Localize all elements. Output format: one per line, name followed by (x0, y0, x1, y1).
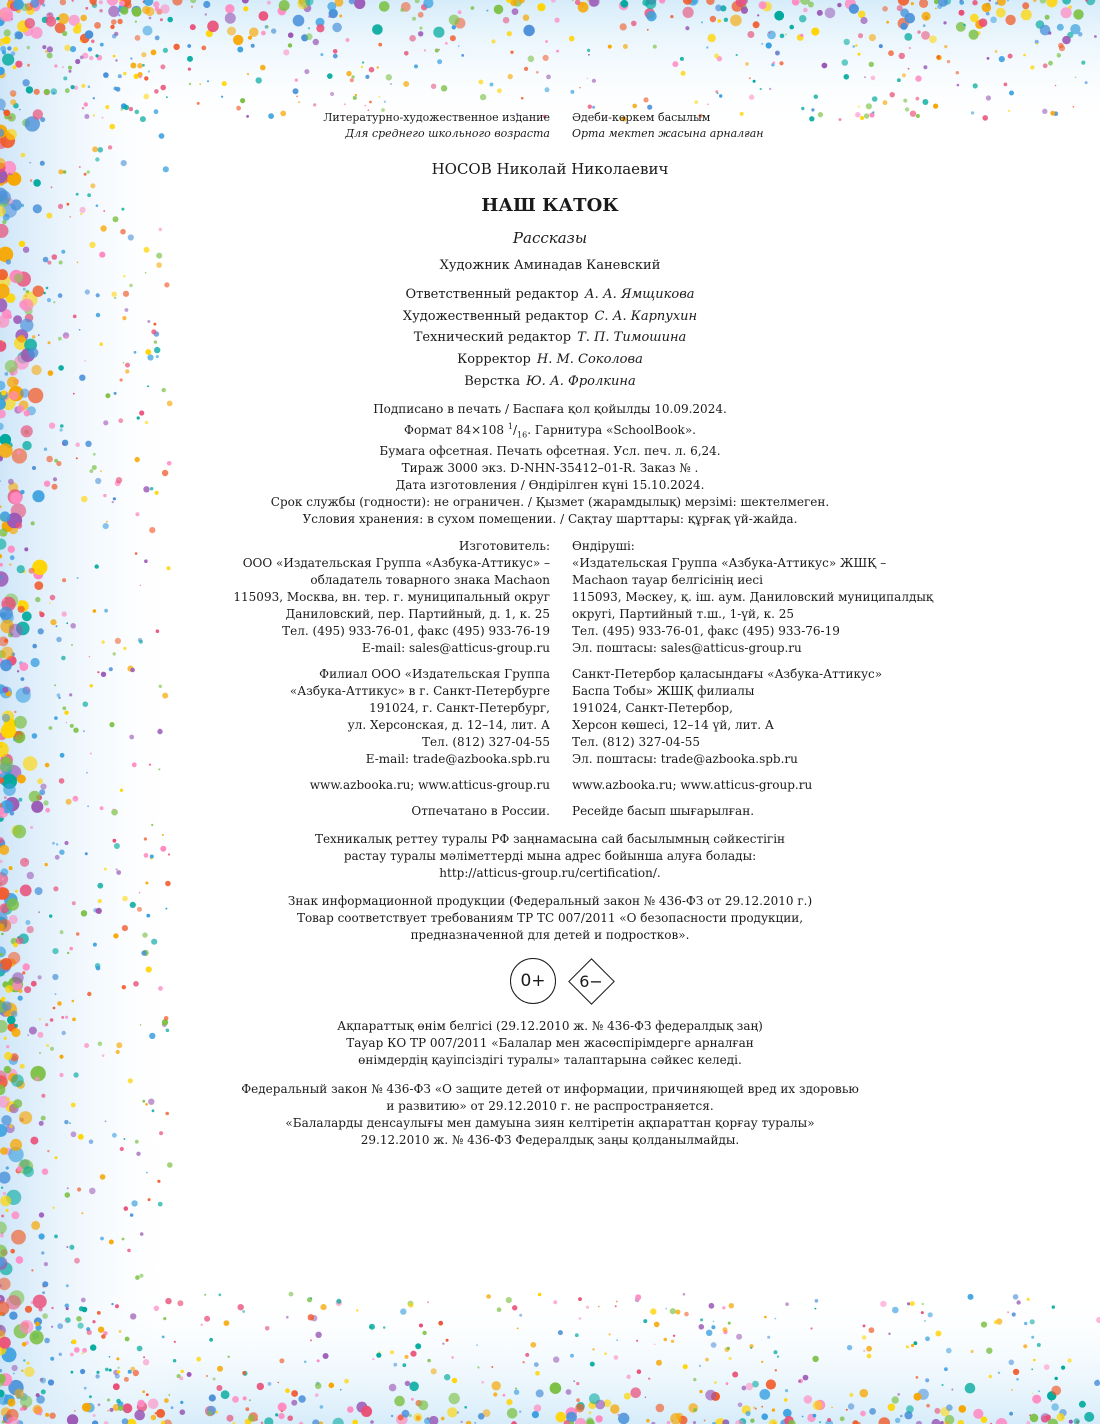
info-mark-kz-line: Ақпараттық өнім белгісі (29.12.2010 ж. № 436-ФЗ федералдық заң) (337, 1019, 763, 1033)
info-mark-ru (0, 893, 1100, 944)
credit-line (0, 284, 1100, 306)
format-numerator: 1 (507, 422, 513, 431)
credit-person: С. А. Карпухин (594, 308, 698, 324)
paper-line: Бумага офсетная. Печать офсетная. Усл. печ. л. 6,24. (379, 444, 721, 459)
age-group-kz: Орта мектеп жасына арналған (572, 127, 764, 140)
manufacturer-ru-line: обладатель товарного знака Machaon (310, 573, 550, 587)
age-rating-diamond-label: 6− (579, 971, 603, 991)
certification-line: http://atticus-group.ru/certification/. (439, 866, 661, 880)
format-suffix: . Гарнитура «SchoolBook». (527, 423, 696, 437)
manufacture-date: Дата изготовления / Өндірілген күні 15.10.2024. (395, 478, 705, 493)
manufacturer-ru-line: Даниловский, пер. Партийный, д. 1, к. 25 (285, 607, 550, 621)
manufacturer-ru (233, 538, 550, 657)
federal-law-line: Федеральный закон № 436-ФЗ «О защите детей от информации, причиняющей вред их здоровью (241, 1082, 859, 1096)
branch-kz-line: Херсон көшесі, 12–14 үй, лит. А (572, 718, 774, 732)
illustrator: Художник Аминадав Каневский (439, 258, 661, 273)
credit-line (0, 327, 1100, 349)
book-subtitle: Рассказы (512, 229, 588, 247)
credit-person: А. А. Ямщикова (584, 287, 695, 302)
manufacturer-ru-line: Изготовитель: (458, 539, 550, 553)
manufacturer-kz-line: 115093, Мәскеу, қ. іш. аум. Даниловский муниципалдық (572, 590, 934, 604)
book-title: НАШ КАТОК (481, 195, 619, 216)
manufacturer-ru-line: E-mail: sales@atticus-group.ru (361, 641, 550, 655)
age-rating-badges (510, 956, 614, 1006)
service-life: Срок службы (годности): не ограничен. / Қызмет (жарамдылық) мерзімі: шектелмеген. (270, 495, 830, 510)
manufacturer-kz-line: «Издательская Группа «Азбука-Аттикус» ЖШҚ – (572, 556, 887, 570)
manufacturer-kz-line: Эл. поштасы: sales@atticus-group.ru (572, 641, 802, 655)
age-rating-circle: 0+ (510, 958, 556, 1004)
manufacturer-kz-line: Machaon тауар белгісінің иесі (572, 573, 763, 587)
edition-type-ru (323, 110, 550, 142)
print-run: Тираж 3000 экз. D-NHN-35412–01-R. Заказ № . (401, 461, 699, 476)
branch-ru-line: ул. Херсонская, д. 12–14, лит. А (347, 718, 550, 732)
federal-law-line: и развитию» от 29.12.2010 г. не распространяется. (386, 1099, 714, 1113)
edition-type-kz (572, 110, 764, 142)
branch-ru (290, 666, 550, 768)
branch-kz-line: Санкт-Петербор қаласындағы «Азбука-Аттикус» (572, 667, 883, 681)
credit-line (0, 306, 1100, 328)
branch-kz-line: Баспа Тобы» ЖШҚ филиалы (572, 684, 755, 698)
format-separator: / (512, 423, 518, 437)
manufacturer-ru-line: ООО «Издательская Группа «Азбука-Аттикус» – (242, 556, 550, 570)
branch-ru-line: Филиал ООО «Издательская Группа (319, 667, 550, 681)
author-name: НОСОВ Николай Николаевич (431, 160, 669, 178)
credit-role: Технический редактор (413, 330, 572, 346)
edition-type-ru-text: Литературно-художественное издание (323, 111, 550, 124)
credit-line (0, 371, 1100, 393)
branch-kz (572, 666, 882, 768)
branch-kz-line: Тел. (812) 327-04-55 (572, 735, 700, 749)
manufacturer-kz-line: Тел. (495) 933-76-01, факс (495) 933-76-19 (572, 624, 840, 638)
storage-conditions: Условия хранения: в сухом помещении. / Сақтау шарттары: құрғақ үй-жайда. (302, 512, 798, 527)
credit-role: Верстка (464, 373, 521, 389)
info-mark-kz-line: өнімдердің қауіпсіздігі туралы» талаптарына сәйкес келеді. (358, 1053, 742, 1067)
federal-law-line: «Балаларды денсаулығы мен дамуына зиян келтіретін ақпараттан қорғау туралы» (285, 1116, 815, 1130)
info-mark-kz-line: Тауар КО ТР 007/2011 «Балалар мен жасөспірімдерге арналған (346, 1036, 754, 1050)
branch-kz-line: 191024, Санкт-Петербор, (572, 701, 733, 715)
branch-ru-line: Тел. (812) 327-04-55 (422, 735, 550, 749)
certification-line: Техникалық реттеу туралы РФ заңнамасына сай басылымның сәйкестігін (314, 832, 786, 846)
credit-person: Ю. А. Фролкина (526, 373, 636, 389)
age-group-ru: Для среднего школьного возраста (345, 127, 550, 140)
manufacturer-kz-line: Өндіруші: (572, 539, 635, 553)
branch-ru-line: «Азбука-Аттикус» в г. Санкт-Петербурге (289, 684, 550, 698)
credit-person: Н. М. Соколова (536, 352, 643, 368)
info-mark-ru-line: Знак информационной продукции (Федеральный закон № 436-ФЗ от 29.12.2010 г.) (287, 894, 813, 908)
certification-note (0, 831, 1100, 882)
age-rating-diamond (568, 958, 614, 1004)
federal-law-note (0, 1081, 1100, 1149)
manufacturer-ru-line: Тел. (495) 933-76-01, факс (495) 933-76-19 (282, 624, 550, 638)
branch-ru-line: 191024, г. Санкт-Петербург, (369, 701, 550, 715)
credit-role: Ответственный редактор (405, 287, 579, 302)
website-ru: www.azbooka.ru; www.atticus-group.ru (309, 778, 550, 792)
printed-in-ru: Отпечатано в России. (411, 804, 550, 818)
credits-list (0, 284, 1100, 393)
credit-role: Художественный редактор (402, 308, 589, 324)
branch-kz-line: Эл. поштасы: trade@azbooka.spb.ru (572, 752, 798, 766)
printed-in-kz: Ресейде басып шығарылған. (572, 804, 755, 818)
manufacturer-ru-line: 115093, Москва, вн. тер. г. муниципальный округ (233, 590, 550, 604)
credit-person: Т. П. Тимошина (577, 330, 687, 346)
signed-date: Подписано в печать / Баспаға қол қойылды 10.09.2024. (373, 402, 727, 416)
manufacturer-kz-line: округі, Партийный т.ш., 1-үй, к. 25 (572, 607, 795, 621)
info-mark-ru-line: Товар соответствует требованиям ТР ТС 007/2011 «О безопасности продукции, (296, 911, 804, 925)
info-mark-ru-line: предназначенной для детей и подростков». (410, 928, 690, 942)
info-mark-kz (0, 1018, 1100, 1069)
format-denominator: 16 (517, 430, 528, 440)
website-kz: www.azbooka.ru; www.atticus-group.ru (572, 778, 813, 792)
format-prefix: Формат 84×108 (404, 423, 508, 437)
edition-type-kz-text: Әдеби-көркем басылым (572, 111, 711, 124)
branch-ru-line: E-mail: trade@azbooka.spb.ru (365, 752, 550, 766)
format-line (0, 418, 1100, 443)
print-details (0, 401, 1100, 528)
manufacturer-kz (572, 538, 933, 657)
federal-law-line: 29.12.2010 ж. № 436-ФЗ Федералдық заңы қолданылмайды. (360, 1133, 740, 1147)
credit-role: Корректор (457, 352, 531, 368)
certification-line: растау туралы мәліметтерді мына адрес бойынша алуға болады: (343, 849, 757, 863)
credit-line (0, 349, 1100, 371)
